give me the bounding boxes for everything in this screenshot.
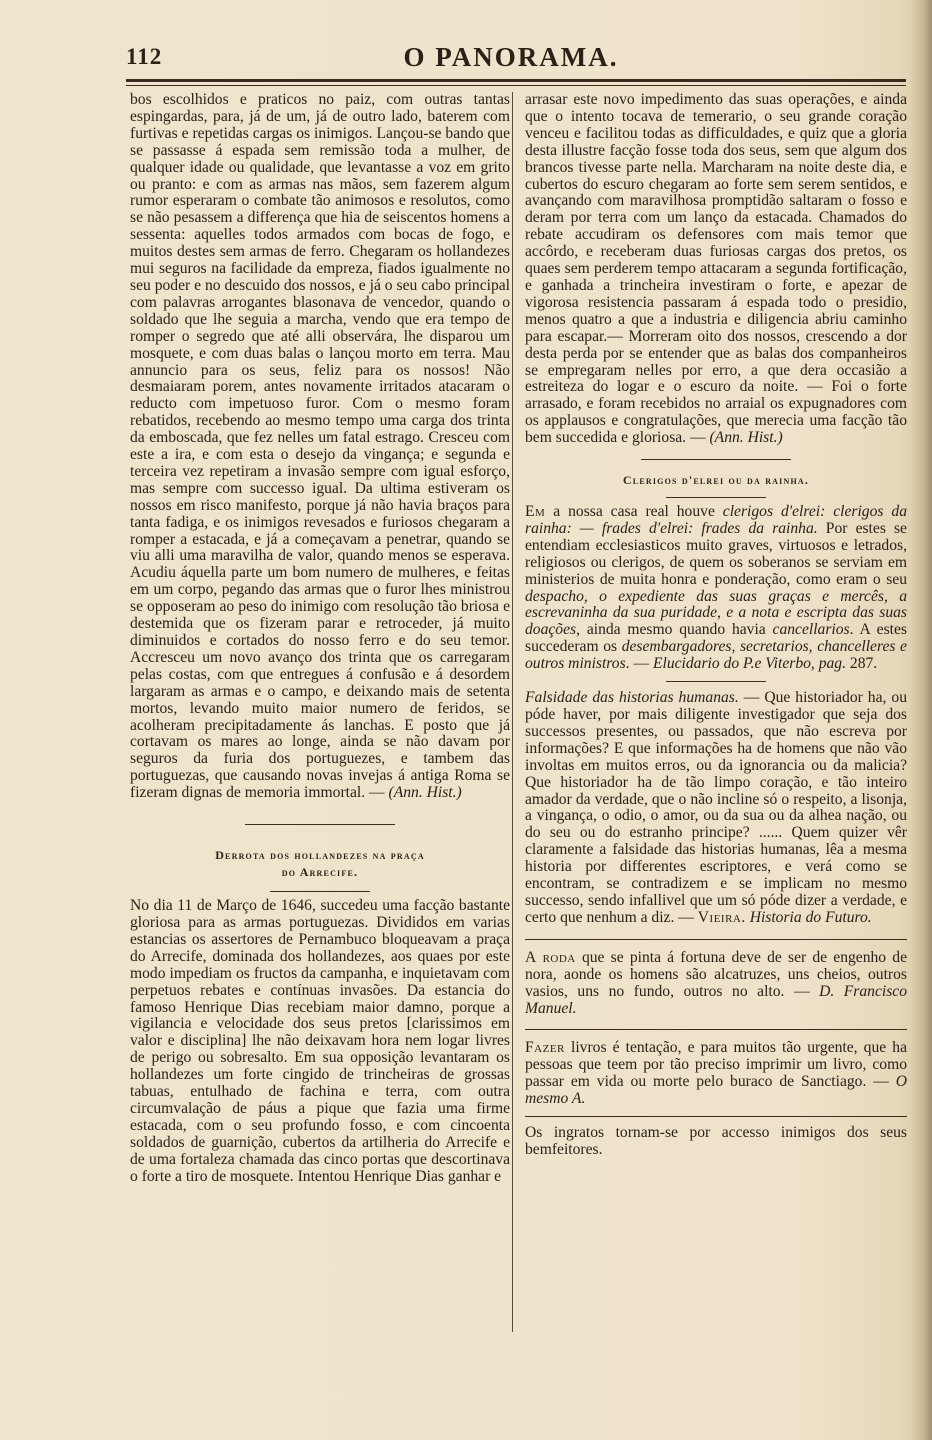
article-derrota-continuation: arrasar este novo impedimento das suas operações, e ainda que o intento tocava de temerario, o seu grande coração venceu e facilitou todas as difficuldades, e quiz que a gloria desta illustre facção fosse toda dos seus, sem que algum dos brancos tivesse parte nella. Marcharam na noite deste dia, e cubertos do escuro chegaram ao forte sem serem sentidos, e avançando com maravilhosa promptidão saltaram o fosso e deram por terra com um lanço da estacada. Chamados do rebate accudiram os defensores com mais temor que accôrdo, e receberam duas furiosas cargas dos pretos, os quaes sem perderem tempo attacaram a segunda fortificação, e ganhada a trincheira investiram o forte, e apezar de vigorosa resistencia passaram á espada todo o presidio, menos quatro a que a industria e diligencia abriu caminho para escapar.— Morreram oito dos nossos, crescendo a dor desta perda por se entender que as balas dos companheiros se empregaram nelles por erro, a que dera occasião a estreiteza do logar e o escuro da noite. — Foi o forte arrasado, e foram recebidos no arraial os expugnadores com os applausos e congratulações, que merecia uma facção tão bem succedida e gloriosa. — (Ann. Hist.) (525, 91, 907, 447)
article-roda-text: A roda que se pinta á fortuna deve de ser de engenho de nora, aonde os homens são alcatruzes, uns cheios, outros vasios, uns no fundo, outros no alto. — D. Francisco Manuel. (525, 948, 908, 1017)
section-title-derrota-line1: Derrota dos hollandezes na praça (215, 848, 425, 863)
article-derrota-source: (Ann. Hist.) (709, 429, 783, 447)
page-edge-shadow (910, 0, 932, 1440)
section-title-clerigos: Clerigos d'elrei ou da rainha. (622, 473, 810, 488)
page-number: 112 (126, 44, 163, 69)
article-ingratos-text: Os ingratos tornam-se por accesso inimigos dos seus bemfeitores. (525, 1124, 907, 1158)
article-continuation: bos escolhidos e praticos no paiz, com outras tantas espingardas, para, já de um, já de outro lado, baterem com furtivas e repetidas cargas os inimigos. Lançou-se bando que se passasse á espada sem remissão toda a mulher, de qualquer idade ou qualidade, que levantasse a voz em grito ou pranto: e com as armas nas mãos, sem fazerem algum rumor esperaram o combate tão animosos e resolutos, como se não pesassem a differença que hia de seiscentos homens a sessenta: aquelles todos armados com bocas de fogo, e muitos destes sem armas de ferro. Chegaram os hollandezes mui seguros na facilidade da empreza, fiados igualmente no seu poder e no descuido dos nossos, e já o seu cabo principal com palavras arrogantes blasonava de vencedor, quando o soldado que lhe seguia a marcha, vendo que era tempo de romper o segredo que até alli observára, lhe disparou um mosquete, e com duas balas o lançou morto em terra. Mau annuncio para os seus, feliz para os nossos! Não desmaiaram porem, antes novamente irritados atacaram o reducto com impetuoso furor. Com o mesmo foram rebatidos, recebendo ao mesmo tempo uma carga dos trinta da emboscada, que fez nelles um fatal estrago. Cresceu com este a ira, e com esta o desejo da vingança; e segunda e terceira vez repetiram a invasão sempre com igual esforço, mas sempre com successo igual. Da ultima estiveram os nossos em risco manifesto, porque já não havia braços para tanta fadiga, e os inimigos revesados e furiosos chegaram a romper a estacada, e já a começavam a penetrar, quando se viu alli uma maravilha de valor, quando menos se esperava. Acudiu áquella parte um bom numero de mulheres, e feitas em um corpo, pegando das armas que o furor lhes ministrou se opposeram ao peso do inimigo com resolução tão briosa e destemida que os fizeram parar e retroceder, já muito diminuidos e cortados do nosso ferro e do seu temor. Accresceu um novo avanço dos trinta que os carregaram pelas costas, com que entregues á confusão e á desordem largaram as armas e o campo, e deixando mais de setenta mortos, levando muito maior numero de feridos, se acolheram precipitadamente ás lanchas. E posto que já cortavam os mares ao longe, ainda se não davam por seguros da furia dos portuguezes, e tambem das portuguezas, que causando novas invejas á antiga Roma se fizeram dignas de memoria immortal. — (Ann. Hist.) (130, 91, 510, 802)
column-divider (512, 92, 513, 1332)
article-clerigos-text: Em a nossa casa real houve clerigos d'elrei: clerigos da rainha: — frades d'elrei: frades da rainha. Por estes se entendiam ecclesiasticos muito graves, virtuosos e letrados, religiosos ou clerigos, de quem os soberanos se serviam em ministerios de muita honra e ponderação, como eram o seu despacho, o expediente das suas graças e mercês, a escrevaninha da sua puridade, e a nota e escripta das suas doações, ainda mesmo quando havia cancellarios. A estes succederam os desembargadores, secretarios, chancelleres e outros ministros. — Elucidario do P.e Viterbo, pag. 287. (525, 503, 908, 673)
page-header (118, 42, 904, 72)
header-rule (126, 79, 906, 82)
article-livros-text: Fazer livros é tentação, e para muitos tão urgente, que ha pessoas que teem por tão preciso imprimir um livro, como passar em vida ou morte pelo buraco de Sanctiago. — O mesmo A. (525, 1039, 907, 1108)
journal-title: O PANORAMA. (403, 42, 619, 72)
article-source: (Ann. Hist.) (388, 784, 462, 802)
right-column (525, 92, 907, 1159)
article-falsidade-title: Falsidade das historias humanas. (525, 689, 739, 707)
section-title-derrota-line2: do Arrecife. (281, 865, 359, 880)
article-derrota-text: No dia 11 de Março de 1646, succedeu uma facção bastante gloriosa para as armas portuguezas. Divididos em varias estancias os assertores de Pernambuco bloqueavam a praça do Arrecife, dominada dos hollandezes, aos quaes por este modo impediam os fructos da campanha, e inquietavam com perpetuos rebates e contínuas invasões. Da estancia do famoso Henrique Dias recebiam maior damno, porque a vigilancia e velocidade dos seus pretos [clarissimos em valor e disciplina] lhe não deixavam hora nem logar livres de perigo ou sobresalto. Em sua opposição levantaram os hollandezes um forte cingido de trincheiras de grossas tabuas, entulhado de fachina e terra, com outra circumvalação de páus a pique que fazia uma firme estacada, com o seu profundo fosso, e com cincoenta soldados de guarnição, cubertos da artilheria do Arrecife e de uma fortaleza chamada das cinco portas que descortinava o forte a tiro de mosquete. Intentou Henrique Dias ganhar e (130, 897, 510, 1185)
left-column (130, 92, 510, 1185)
article-falsidade-text: Falsidade das historias humanas. — Que historiador ha, ou póde haver, por mais diligente investigador que seja dos successos presentes, ou passados, que não escreva por informações? E que informações ha de homens que não vão involtas em muitos erros, ou da ignorancia ou da malicia? Que historiador ha de tão limpo coração, e tão inteiro amador da verdade, que o não incline só o respeito, a lisonja, a vingança, o odio, o amor, ou da sua ou da alhea nação, ou do seu ou do estranho principe? ...... Quem quizer vêr claramente a falsidade das historias humanas, lêa a mesma historia por differentes escriptores, e verá como se encontram, se contradizem e se implicam no mesmo successo, sendo infallivel que um só póde dizer a verdade, e certo que nenhum a diz. — Vieira. Historia do Futuro. (525, 689, 907, 926)
header-rule-thin (126, 85, 906, 86)
